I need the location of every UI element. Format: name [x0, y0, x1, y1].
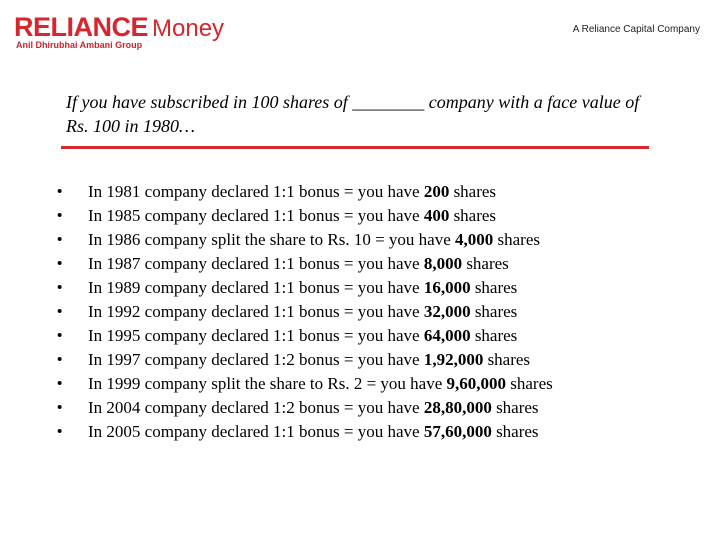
item-text: In 1997 company declared 1:2 bonus = you have — [88, 350, 424, 369]
item-text: In 1995 company declared 1:1 bonus = you have — [88, 326, 424, 345]
item-shares: 400 — [423, 206, 450, 225]
item-shares: 200 — [423, 182, 450, 201]
item-text: In 1985 company declared 1:1 bonus = you have — [88, 206, 424, 225]
bullet-icon: • — [57, 327, 63, 344]
list-item — [57, 396, 553, 420]
list-item — [57, 324, 553, 348]
item-text: In 1989 company declared 1:1 bonus = you have — [88, 278, 424, 297]
item-suffix: shares — [449, 182, 497, 201]
item-suffix: shares — [470, 278, 518, 297]
item-shares: 28,80,000 — [423, 398, 492, 417]
list-item — [57, 372, 553, 396]
bullet-icon: • — [57, 231, 63, 248]
item-suffix: shares — [493, 230, 540, 249]
bullet-icon: • — [57, 207, 63, 224]
list-item — [57, 204, 553, 228]
bullet-icon: • — [57, 279, 63, 296]
item-text: In 1992 company declared 1:1 bonus = you have — [88, 302, 424, 321]
item-shares: 8,000 — [423, 254, 463, 273]
item-suffix: shares — [491, 398, 539, 417]
list-item — [57, 180, 553, 204]
item-shares: 9,60,000 — [446, 374, 507, 393]
item-text: In 1999 company split the share to Rs. 2 = you have — [88, 374, 447, 393]
item-suffix: shares — [462, 254, 509, 273]
item-shares: 1,92,000 — [423, 350, 484, 369]
list-item — [57, 276, 553, 300]
logo-group-text: Anil Dhirubhai Ambani Group — [16, 40, 143, 50]
item-suffix: shares — [470, 302, 518, 321]
list-item — [57, 252, 553, 276]
item-suffix: shares — [449, 206, 497, 225]
bullet-icon: • — [57, 351, 63, 368]
question-heading: If you have subscribed in 100 shares of ________ company with a face value of Rs. 100 in 1980… — [66, 92, 640, 136]
item-suffix: shares — [491, 422, 539, 441]
item-shares: 4,000 — [455, 230, 494, 249]
bullet-icon: • — [57, 375, 63, 392]
bullet-icon: • — [57, 423, 63, 440]
logo-product-text: Money — [152, 15, 225, 42]
list-item — [57, 348, 553, 372]
item-text: In 1987 company declared 1:1 bonus = you have — [88, 254, 424, 273]
item-suffix: shares — [470, 326, 518, 345]
bullet-icon: • — [57, 399, 63, 416]
item-suffix: shares — [506, 374, 553, 393]
list-item — [57, 420, 553, 444]
company-tagline: A Reliance Capital Company — [572, 24, 700, 35]
item-shares: 64,000 — [423, 326, 471, 345]
bullet-icon: • — [57, 183, 63, 200]
item-shares: 32,000 — [423, 302, 471, 321]
item-text: In 1986 company split the share to Rs. 10 = you have — [88, 230, 456, 249]
item-text: In 2005 company declared 1:1 bonus = you have — [88, 422, 424, 441]
list-item — [57, 300, 553, 324]
item-suffix: shares — [483, 350, 531, 369]
item-shares: 57,60,000 — [423, 422, 492, 441]
logo-brand-text: RELIANCE — [14, 12, 149, 42]
bullet-icon: • — [57, 303, 63, 320]
red-divider — [61, 146, 649, 149]
item-shares: 16,000 — [423, 278, 471, 297]
bonus-history-list — [57, 180, 553, 444]
item-text: In 1981 company declared 1:1 bonus = you have — [88, 182, 424, 201]
bullet-icon: • — [57, 255, 63, 272]
reliance-money-logo — [14, 12, 254, 52]
list-item — [57, 228, 553, 252]
item-text: In 2004 company declared 1:2 bonus = you have — [88, 398, 424, 417]
